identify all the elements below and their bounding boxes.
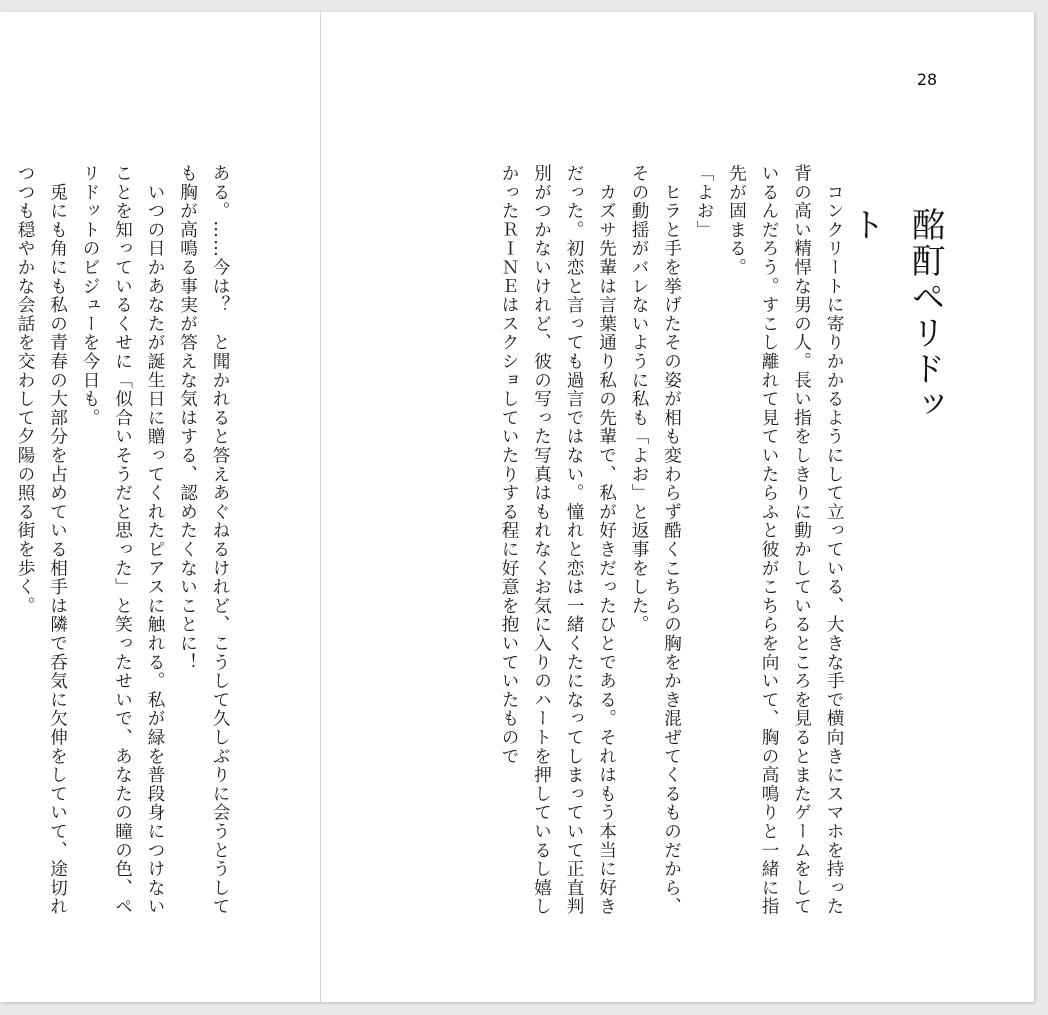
paragraph: コンクリートに寄りかかるようにして立っている、大きな手で横向きにスマホを持った背の高い精悍な男の人。長い指をしきりに動かしているところを見るとまたゲームをしているんだろう。すこし離れて見ていたらふと彼がこちらを向いて、胸の高鳴りと一緒に指先が固まる。: [726, 164, 844, 916]
paragraph: カズサ先輩は言葉通り私の先輩で、私が好きだったひとである。それはもう本当に好きだった。初恋と言っても過言ではない。憧れと恋は一緒くたになってしまっていて正直判別がつかないけれど、彼の写った写真はもれなくお気に入りのハートを押しているし嬉しかったＲＩＮＥはスクショしていたりする程に好意を抱いていたもので: [499, 164, 617, 916]
paragraph: 兎にも角にも私の青春の大部分を占めている相手は隣で呑気に欠伸をしていて、途切れつつも穏やかな会話を交わして夕陽の照る街を歩く。: [15, 164, 68, 916]
paragraph: ヒラと手を挙げたその姿が相も変わらず酷くこちらの胸をかき混ぜてくるものだから、その動揺がバレないように私も「よお」と返事をした。: [629, 164, 682, 916]
page-gutter: [320, 12, 321, 1002]
paragraph: ある。……今は？ と聞かれると答えあぐねるけれど、こうして久しぶりに会うとうしても胸が高鳴る事実が答えな気はする、認めたくないことに！: [177, 164, 230, 916]
book-spread: [0, 12, 1034, 1002]
paragraph: 「よお」: [694, 164, 714, 240]
chapter-title: 酩酊ペリドット: [845, 207, 945, 423]
right-page-text: [440, 164, 850, 924]
paragraph: いつの日かあなたが誕生日に贈ってくれたピアスに触れる。私が緑を普段身につけないことを知っているくせに「似合いそうだと思った」と笑ったせいで、あなたの瞳の色、ペリドットのビジューを今日も。: [80, 164, 165, 916]
page-number: 28: [916, 70, 938, 89]
left-page-text: [0, 164, 236, 924]
